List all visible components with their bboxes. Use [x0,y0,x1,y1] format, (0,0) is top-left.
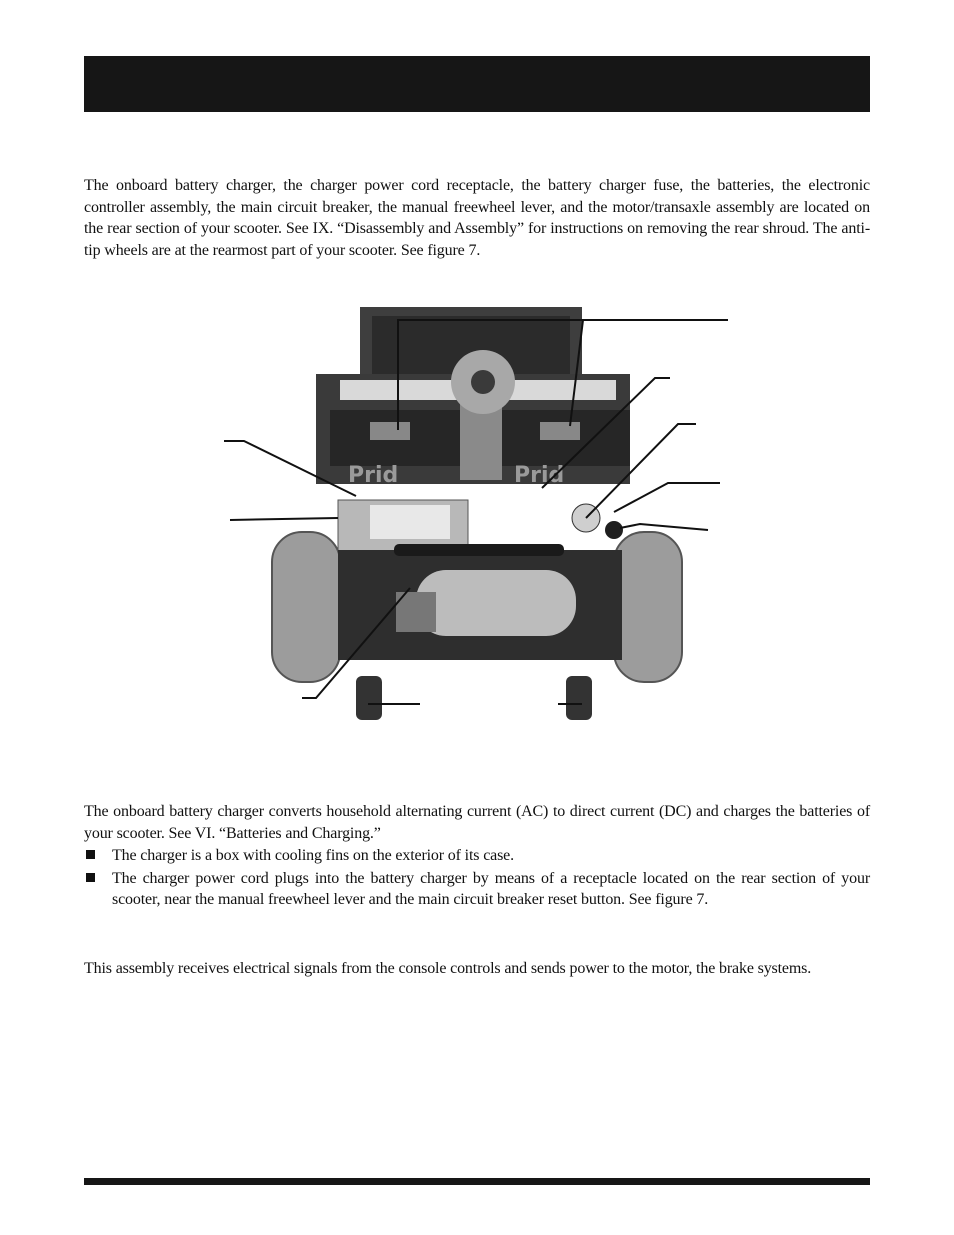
rear-handle [394,544,564,556]
controller-paragraph: This assembly receives electrical signals from the console controls and sends power to the motor, the brake systems. [84,960,812,977]
battery-terminal-left [370,422,410,440]
charger-paragraph: The onboard battery charger converts household alternating current (AC) to direct current (DC) and charges the batteries of your scooter. See VI. “Batteries and Charging.” [84,803,870,842]
square-bullet-icon [86,873,95,882]
battery-brand-right: Prid [514,463,565,488]
leader-line-receptacle [614,483,720,512]
footer-rule [84,1178,870,1185]
anti-tip-wheel-right [566,676,592,720]
battery-brand-left: Prid [348,463,399,488]
leader-line-freewheel [620,524,708,530]
battery-terminal-right [540,422,580,440]
motor-transaxle [416,570,576,636]
leader-line-controller [230,518,338,520]
bullet-text: The charger power cord plugs into the battery charger by means of a receptacle located on the rear section of your scooter, near the manual freewheel lever and the main circuit breaker reset button. See figure 7. [112,869,870,908]
rear-wheel-left [272,532,340,682]
charger-bullet-list [84,845,870,912]
bullet-text: The charger is a box with cooling fins on the exterior of its case. [112,847,514,864]
list-item [84,845,870,867]
section-header-bar [84,56,870,112]
intro-paragraph: The onboard battery charger, the charger power cord receptacle, the battery charger fuse, the batteries, the electronic controller assembly, the main circuit breaker, the manual freewheel lever, and the motor/transaxle assembly are located on the rear section of your scooter. See IX. “Disassembly and Assembly” for instructions on removing the rear shroud. The anti-tip wheels are at the rearmost part of your scooter. See figure 7. [84,177,870,259]
scooter-rear-section-figure [220,300,740,740]
list-item [84,868,870,911]
anti-tip-wheel-left [356,676,382,720]
charger-receptacle [605,521,623,539]
rear-wheel-right [614,532,682,682]
square-bullet-icon [86,850,95,859]
scooter-photo-illustration [220,300,740,740]
